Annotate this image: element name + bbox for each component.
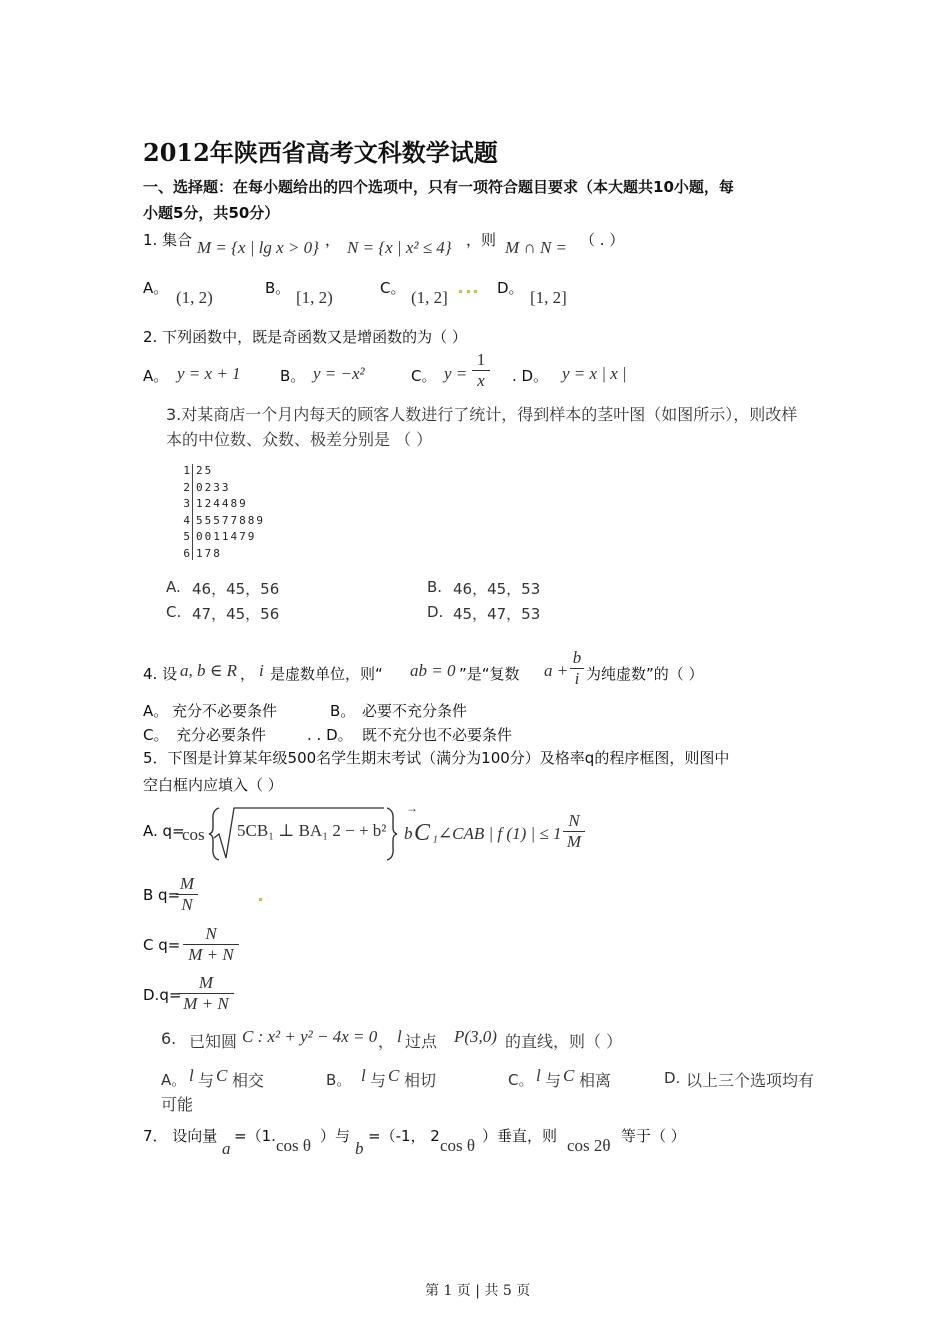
q6-option-c-label: C。 [508,1071,534,1089]
q7-prefix: 7． 设向量 [143,1127,218,1145]
q1-set-m: M = {x | lg x > 0} [197,238,319,257]
stem-value: 3 [183,497,190,510]
fraction-numerator: b [572,648,582,667]
q2-option-d-value: y = x | x | [562,364,627,383]
q1-prefix: 1. 集合 [143,231,193,249]
q6-option-a-l: l [189,1066,194,1085]
stem-column [182,463,190,562]
leaf-values: 0233 [196,480,231,494]
q3-option-a-label: A. [166,578,181,596]
q5-option-d-fraction [178,973,234,1014]
q5-option-c-fraction [183,924,239,965]
q4-text2: ”是“复数 [459,665,520,683]
q6-option-b-c: C [388,1066,400,1085]
fraction-numerator: N [568,811,580,830]
q6-text2: ， [378,1032,395,1051]
q4-option-c-label: C。 [143,726,169,744]
stem-value: 6 [183,546,190,560]
section-header-line2: 小题5分，共50分） [143,204,280,222]
q6-text1: 已知圆 [189,1032,238,1051]
q1-option-c-label: C。 [380,279,406,297]
q3-option-c-label: C. [166,603,182,621]
q5-option-a-c: C [414,820,431,846]
q4-vars: a, b ∈ R [180,661,237,680]
q6-point: P(3,0) [454,1027,497,1046]
q3-option-b-label: B. [427,578,443,596]
q7-cos2: cos θ [440,1136,476,1155]
artifact-dot [474,290,477,293]
q6-option-b-l: l [361,1066,366,1085]
q6-equation: C : x² + y² − 4x = 0 [242,1027,378,1046]
q4-option-a-value: 充分不必要条件 [172,702,278,720]
fraction-denominator: M [566,832,582,851]
q7-cos2theta: cos 2θ [567,1136,611,1155]
q1-paren: （ . ） [580,231,625,249]
q7-vector-b: b [355,1139,364,1158]
q6-text3: 过点 [405,1032,438,1051]
q5-option-a-fraction [563,811,585,852]
q4-option-b-value: 必要不充分条件 [362,702,468,720]
q4-fraction [570,648,584,689]
q4-option-d-label: . . D。 [307,726,353,744]
q1-set-n: N = {x | x² ≤ 4} [347,238,452,257]
artifact-dot [459,290,462,293]
page-footer: 第 1 页 | 共 5 页 [425,1283,531,1299]
stem-value: 4 [183,513,190,527]
fraction-denominator: x [477,371,485,390]
fraction-numerator: M [179,874,195,893]
q2-option-c-label: C。 [411,367,437,385]
q2-option-c-fraction [472,350,490,391]
leaf-values: 25 [196,464,214,477]
fraction-numerator: 1 [476,350,486,369]
q7-close1: ）与 [320,1127,351,1145]
q3-option-d-value: 45，47，53 [453,605,541,623]
q6-option-b-label: B。 [326,1071,352,1089]
q6-text4: 的直线，则（ ） [505,1032,623,1051]
page-title: 2012年陕西省高考文科数学试题 [143,138,498,167]
q2-option-d-label: . D。 [512,367,549,385]
q6-option-d-wrap: 可能 [161,1095,194,1114]
q3-option-c-value: 47，45，56 [192,605,280,623]
artifact-dot [467,290,470,293]
q6-option-d-label: D. [664,1069,681,1087]
q6-option-b-mid: 与 [370,1071,387,1090]
q5-option-c-label: C q= [143,936,181,954]
q1-option-b-label: B。 [265,279,291,297]
q1-expr: M ∩ N = [505,238,567,257]
q1-option-c-value: (1, 2] [411,288,448,307]
q4-comma: ， [240,665,256,683]
q7-cos1: cos θ [276,1136,312,1155]
q5-option-d-label: D.q= [143,986,182,1004]
stem-divider [192,464,193,560]
q2-option-a-value: y = x + 1 [177,364,241,383]
stem-value: 5 [183,530,190,543]
q4-option-a-label: A。 [143,702,169,720]
q5-option-a-sqrt-content: 5CB₁ ⊥ BA₁ 2 − + b² [237,821,387,840]
q5-option-a-b: b [404,824,413,843]
q6-l: l [397,1027,402,1046]
q3-option-b-value: 46，45，53 [453,580,541,598]
q6-number: 6. [161,1029,177,1048]
fraction-denominator: i [574,669,580,688]
q4-prefix: 4. 设 [143,665,178,683]
leaf-column [196,463,265,562]
fraction-denominator: M + N [188,945,234,964]
leaf-values: 55577889 [196,513,265,527]
q2-option-b-value: y = −x² [313,364,365,383]
q4-option-d-value: 既不充分也不必要条件 [362,726,513,744]
fraction-numerator: M [198,973,214,992]
q3-option-a-value: 46，45，56 [192,580,280,598]
q4-expr: a + [544,661,569,680]
q6-option-c-value: 相离 [579,1071,612,1090]
q2-option-a-label: A。 [143,367,169,385]
q6-option-a-value: 相交 [232,1071,265,1090]
q4-i: i [259,661,264,680]
q1-then: ，则 [466,231,497,249]
q6-option-c-l: l [536,1066,541,1085]
q5-option-a-label: A. q= [143,822,185,840]
q6-option-a-mid: 与 [198,1071,215,1090]
q4-text1: 是虚数单位，则“ [270,665,383,683]
q5-option-a-rest: ₁∠CAB | f (1) | ≤ 1 [432,824,562,843]
q3-line1: 3.对某商店一个月内每天的顾客人数进行了统计，得到样本的茎叶图（如图所示），则改样 [166,405,798,424]
q5-option-a-arrow: → [406,801,418,815]
q5-line1: 5．下图是计算某年级500名学生期末考试（满分为100分）及格率q的程序框图，则图中 [143,749,730,767]
q7-close2: ）垂直，则 [482,1127,558,1145]
q6-option-d-value: 以上三个选项均有 [686,1071,815,1090]
q5-option-b-fraction [176,874,198,915]
q3-line2: 本的中位数、众数、极差分别是 （ ） [166,430,433,449]
q5-option-b-label: B q= [143,886,181,904]
fraction-denominator: N [181,895,193,914]
q1-option-a-label: A。 [143,279,169,297]
q2-option-c-value: y = [444,364,468,383]
q6-option-c-mid: 与 [545,1071,562,1090]
fraction-numerator: N [205,924,217,943]
q1-option-a-value: (1, 2) [176,288,213,307]
q5-option-a-brace-right [384,806,398,862]
leaf-values: 0011479 [196,530,257,543]
leaf-values: 178 [196,546,222,560]
stem-value: 2 [183,480,190,494]
q3-option-d-label: D. [427,603,444,621]
q5-option-a-cos: cos [182,825,205,844]
q4-option-b-label: B。 [330,702,356,720]
artifact-dot [259,898,262,901]
q6-option-c-c: C [563,1066,575,1085]
q1-option-d-label: D。 [497,279,524,297]
q7-tail: 等于（ ） [621,1127,686,1145]
q4-option-c-value: 充分必要条件 [176,726,267,744]
q7-eq1: =（1. [234,1127,276,1145]
q7-vector-a: a [222,1139,231,1158]
q6-option-a-label: A。 [161,1071,187,1089]
q4-text3: 为纯虚数”的（ ） [586,665,704,683]
q1-option-d-value: [1, 2] [530,288,567,307]
q2-stem: 2. 下列函数中，既是奇函数又是增函数的为（ ） [143,328,467,346]
q4-condition: ab = 0 [410,661,456,680]
fraction-denominator: M + N [183,994,229,1013]
q1-comma: ， [325,231,341,249]
q2-option-b-label: B。 [280,367,306,385]
q6-option-a-c: C [216,1066,228,1085]
q7-eq2: =（-1， 2 [368,1127,440,1145]
q5-line2: 空白框内应填入（ ） [143,776,283,794]
stem-value: 1 [183,464,190,477]
q6-option-b-value: 相切 [404,1071,437,1090]
leaf-values: 124489 [196,497,248,510]
q1-option-b-value: [1, 2) [296,288,333,307]
section-header-line1: 一、选择题：在每小题给出的四个选项中，只有一项符合题目要求（本大题共10小题，每 [143,178,734,196]
